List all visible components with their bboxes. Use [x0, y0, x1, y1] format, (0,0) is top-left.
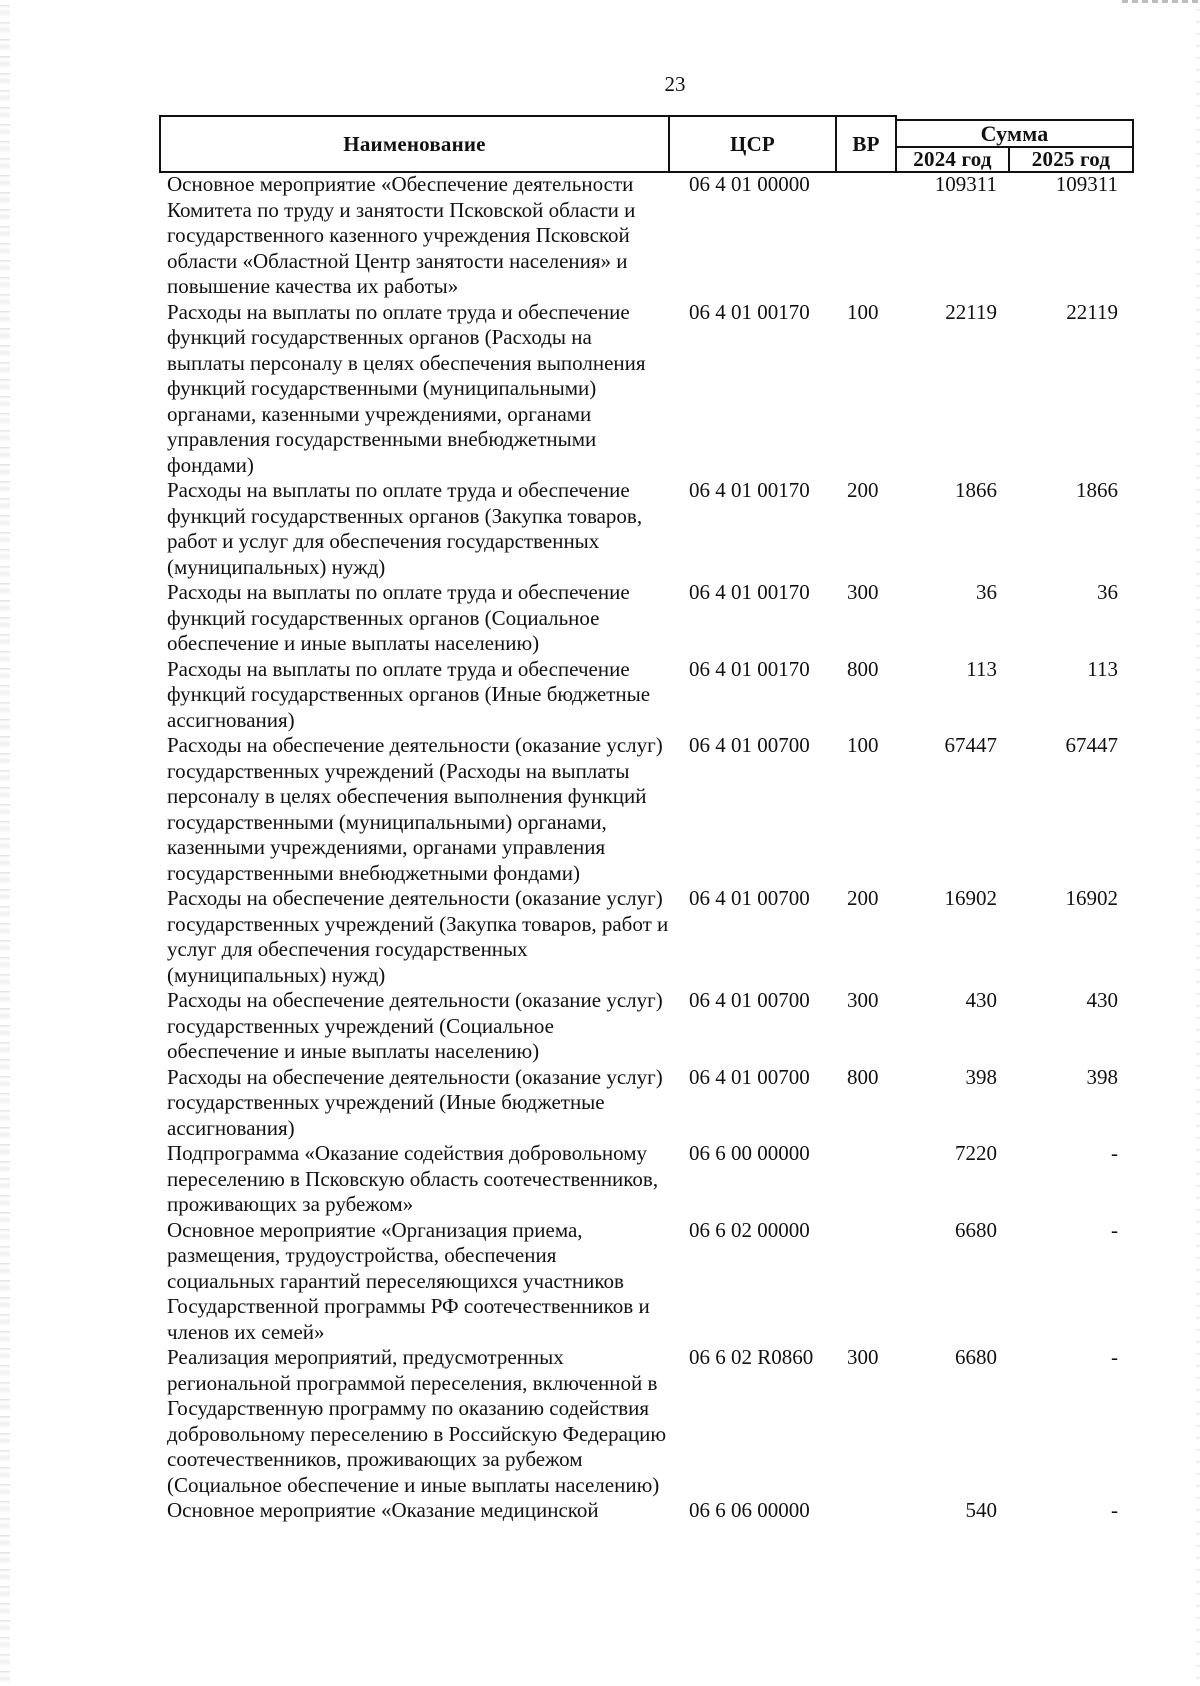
row-sum-2025: 22119 — [1066, 299, 1118, 324]
row-vr: 200 — [847, 886, 879, 910]
row-sum-2025: 36 — [1097, 580, 1118, 604]
row-sum-2024: 109311 — [934, 172, 997, 196]
table-row — [0, 886, 1200, 988]
header-vr-label: ВР — [852, 131, 880, 156]
table-row — [0, 300, 1200, 479]
header-year-2025-cell — [1008, 146, 1134, 173]
row-sum-2025: - — [1111, 1498, 1118, 1522]
row-vr: 200 — [847, 478, 879, 502]
table-row — [0, 478, 1200, 580]
row-vr: 300 — [847, 1345, 879, 1369]
table-row — [0, 1345, 1200, 1498]
header-sum-cell — [895, 119, 1134, 148]
row-csr: 06 4 01 00170 — [689, 656, 810, 681]
row-vr: 300 — [847, 580, 879, 604]
header-name-label: Наименование — [343, 131, 486, 156]
table-row — [0, 1218, 1200, 1346]
table-row — [0, 657, 1200, 734]
row-sum-2024: 6680 — [955, 1345, 997, 1369]
row-sum-2025: - — [1111, 1141, 1118, 1165]
row-sum-2025: 430 — [1086, 988, 1118, 1012]
row-sum-2024: 540 — [965, 1498, 997, 1522]
row-sum-2025: - — [1111, 1345, 1118, 1369]
row-vr: 100 — [847, 299, 879, 324]
page-number: 23 — [664, 72, 686, 96]
table-row — [0, 1498, 1200, 1524]
row-csr: 06 4 01 00170 — [689, 299, 810, 324]
header-csr-label: ЦСР — [730, 131, 775, 156]
row-sum-2024: 7220 — [955, 1141, 997, 1165]
row-name: Подпрограмма «Оказание содействия добровольному переселению в Псковскую область соотечественников, проживающих за рубежом» — [167, 1141, 659, 1216]
scan-corner-mark — [1122, 0, 1200, 3]
header-year-2024-cell — [895, 146, 1010, 173]
row-sum-2025: 398 — [1086, 1064, 1118, 1089]
row-csr: 06 4 01 00700 — [689, 886, 810, 910]
row-name: Расходы на обеспечение деятельности (оказание услуг) государственных учреждений (Закупка товаров, работ и услуг для обеспечения государственных (муниципальных) нужд) — [167, 886, 669, 987]
row-csr: 06 4 01 00000 — [689, 172, 810, 196]
row-sum-2024: 16902 — [944, 886, 997, 910]
header-csr-cell — [668, 115, 837, 173]
row-sum-2025: 16902 — [1065, 886, 1118, 910]
row-sum-2025: 109311 — [1055, 172, 1118, 196]
table-row — [0, 1065, 1200, 1142]
row-name: Основное мероприятие «Организация приема, размещения, трудоустройства, обеспечения социальных гарантий переселяющихся участников Государственной программы РФ соотечественников и членов их семей» — [167, 1217, 650, 1344]
row-sum-2025: - — [1111, 1217, 1118, 1242]
row-csr: 06 4 01 00700 — [689, 733, 810, 757]
row-sum-2024: 6680 — [955, 1217, 997, 1242]
row-name: Расходы на выплаты по оплате труда и обеспечение функций государственных органов (Социальное обеспечение и иные выплаты населению) — [167, 580, 630, 655]
row-name: Основное мероприятие «Обеспечение деятельности Комитета по труду и занятости Псковской области и государственного казенного учреждения Псковской области «Областной Центр занятости населения» и повышение качества их работы» — [167, 172, 636, 298]
row-csr: 06 6 02 R0860 — [689, 1345, 814, 1369]
row-name: Расходы на выплаты по оплате труда и обеспечение функций государственных органов (Иные бюджетные ассигнования) — [167, 656, 651, 732]
row-name: Расходы на обеспечение деятельности (оказание услуг) государственных учреждений (Социальное обеспечение и иные выплаты населению) — [167, 988, 663, 1063]
header-sum-label: Сумма — [980, 120, 1049, 146]
row-sum-2025: 1866 — [1076, 478, 1118, 502]
row-csr: 06 6 02 00000 — [689, 1217, 810, 1242]
row-sum-2024: 36 — [976, 580, 997, 604]
row-name: Расходы на обеспечение деятельности (оказание услуг) государственных учреждений (Иные бюджетные ассигнования) — [167, 1064, 663, 1140]
table-row — [0, 988, 1200, 1065]
header-name-cell — [159, 115, 670, 173]
row-sum-2024: 113 — [966, 656, 997, 681]
row-sum-2025: 113 — [1087, 656, 1118, 681]
row-vr: 100 — [847, 733, 879, 757]
row-name: Расходы на обеспечение деятельности (оказание услуг) государственных учреждений (Расходы на выплаты персоналу в целях обеспечения выполнения функций государственными (муниципальными) органами, казенными учреждениями, органами управления государственными внебюджетными фондами) — [167, 733, 663, 885]
row-csr: 06 4 01 00170 — [689, 580, 810, 604]
budget-table-body — [0, 172, 1200, 1524]
table-row — [0, 172, 1200, 300]
row-name: Расходы на выплаты по оплате труда и обеспечение функций государственных органов (Расходы на выплаты персоналу в целях обеспечения выполнения функций государственными (муниципальными) органами, казенными учреждениями, органами управления государственными внебюджетными фондами) — [167, 299, 646, 477]
row-csr: 06 6 00 00000 — [689, 1141, 810, 1165]
row-csr: 06 4 01 00700 — [689, 1064, 810, 1089]
table-row — [0, 580, 1200, 657]
row-sum-2025: 67447 — [1065, 733, 1118, 757]
header-year-2025-label: 2025 год — [1031, 147, 1111, 171]
header-year-2024-label: 2024 год — [913, 147, 992, 171]
row-csr: 06 4 01 00700 — [689, 988, 810, 1012]
row-name: Расходы на выплаты по оплате труда и обеспечение функций государственных органов (Закупка товаров, работ и услуг для обеспечения государственных (муниципальных) нужд) — [167, 478, 643, 579]
table-row — [0, 733, 1200, 886]
row-csr: 06 6 06 00000 — [689, 1498, 810, 1522]
row-sum-2024: 22119 — [945, 299, 997, 324]
row-csr: 06 4 01 00170 — [689, 478, 810, 502]
row-name: Основное мероприятие «Оказание медицинской — [167, 1498, 599, 1522]
row-sum-2024: 67447 — [944, 733, 997, 757]
row-name: Реализация мероприятий, предусмотренных региональной программой переселения, включенной в Государственную программу по оказанию содействия добровольному переселению в Российскую Федерацию соотечественников, проживающих за рубежом (Социальное обеспечение и иные выплаты населению) — [167, 1345, 667, 1497]
row-vr: 300 — [847, 988, 879, 1012]
row-sum-2024: 1866 — [955, 478, 997, 502]
row-vr: 800 — [847, 1064, 879, 1089]
row-vr: 800 — [847, 656, 879, 681]
row-sum-2024: 398 — [965, 1064, 997, 1089]
row-sum-2024: 430 — [965, 988, 997, 1012]
table-row — [0, 1141, 1200, 1218]
header-vr-cell — [835, 115, 897, 173]
